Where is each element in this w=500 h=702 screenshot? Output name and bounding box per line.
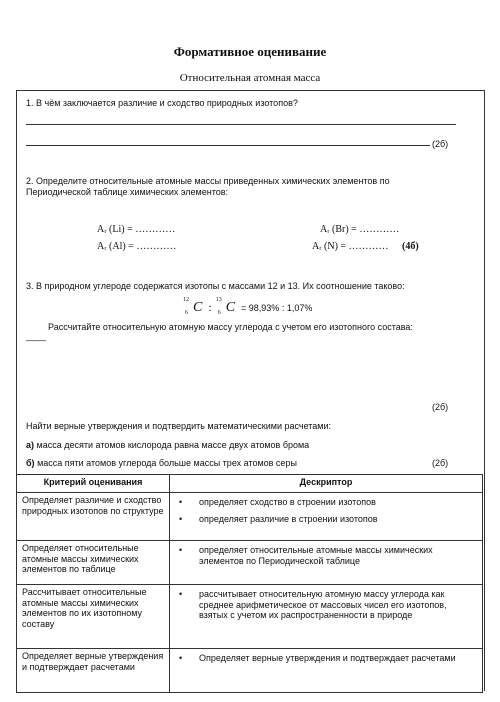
question-2-text-line2: Периодической таблице химических элементов: <box>26 187 228 197</box>
isotope-c12-mass: 12 <box>183 297 189 303</box>
table-row <box>17 493 483 541</box>
isotope-c13-symbol: C <box>225 300 236 315</box>
question-2-item-n: Aᵣ (N) = ………… <box>312 241 389 252</box>
page-title: Формативное оценивание <box>173 44 327 59</box>
descriptor-cell <box>170 649 483 693</box>
question-4-a-label: а) <box>26 440 35 450</box>
question-2-item-br: Aᵣ (Br) = ………… <box>320 224 400 235</box>
isotope-c13-number: 6 <box>217 310 221 316</box>
question-1-points: (2б) <box>432 139 449 149</box>
question-4-a-text: масса десяти атомов кислорода равна массе двух атомов брома <box>36 440 310 450</box>
table-row <box>17 585 483 649</box>
answer-line-1[interactable] <box>26 124 456 125</box>
isotope-c13-mass: 13 <box>215 297 222 303</box>
page-subtitle: Относительная атомная масса <box>179 72 321 84</box>
question-3-task: Рассчитайте относительную атомную массу углерода с учетом его изотопного состава: <box>48 322 413 332</box>
isotope-ratio-formula <box>183 298 312 316</box>
answer-line-2[interactable] <box>26 145 430 146</box>
question-2-item-li: Aᵣ (Li) = ………… <box>97 224 176 235</box>
criteria-header-descriptor: Дескриптор <box>170 475 483 493</box>
question-4-intro: Найти верные утверждения и подтвердить математическими расчетами: <box>26 421 332 431</box>
descriptor-item: • рассчитывает относительную атомную массу углерода как среднее арифметическое от массовых чисел его изотопов, взятых с учетом их распространенности в природе <box>179 589 447 620</box>
bullet-icon: • <box>179 589 183 599</box>
question-2-points: (4б) <box>402 241 419 252</box>
isotope-c13 <box>215 297 236 316</box>
descriptor-cell <box>170 541 483 585</box>
criterion-cell: Определяет относительные атомные массы химических элементов по таблице <box>17 541 170 585</box>
isotope-c12-symbol: C <box>193 300 203 315</box>
criterion-cell: Рассчитывает относительные атомные массы химических элементов по их изотопному составу <box>17 585 170 649</box>
criteria-header-criterion: Критерий оценивания <box>17 475 170 493</box>
criteria-table <box>16 474 483 693</box>
isotope-c12 <box>183 297 203 316</box>
descriptor-cell <box>170 493 483 541</box>
question-4-b-label: б) <box>26 458 35 468</box>
isotope-ratio-value: = 98,93% : 1,07% <box>241 303 313 313</box>
question-4-b-text: масса пяти атомов углерода больше массы трех атомов серы <box>37 458 297 468</box>
bullet-icon: • <box>179 513 183 524</box>
question-4-points: (2б) <box>432 458 449 468</box>
table-row <box>17 541 483 585</box>
bullet-icon: • <box>179 497 183 507</box>
question-1-text: 1. В чём заключается различие и сходство природных изотопов? <box>26 98 298 108</box>
question-4-b <box>26 458 297 469</box>
criterion-cell: Определяет различие и сходство природных изотопов по структуре <box>17 493 170 541</box>
question-2-text-line1: 2. Определите относительные атомные массы приведенных химических элементов по <box>26 176 390 186</box>
question-2-item-al: Aᵣ (Al) = ………… <box>97 241 177 252</box>
question-4-a <box>26 440 309 451</box>
descriptor-cell <box>170 585 483 649</box>
criterion-cell: Определяет верные утверждения и подтверждает расчетами <box>17 649 170 693</box>
isotope-separator: : <box>208 300 212 314</box>
isotope-c12-number: 6 <box>185 310 188 316</box>
question-3-text: 3. В природном углероде содержатся изотопы с массами 12 и 13. Их соотношение таково: <box>26 281 405 291</box>
descriptor-item: • определяет различие в строении изотопов <box>179 513 378 524</box>
descriptor-item: • определяет относительные атомные массы химических элементов по Периодической таблице <box>179 545 433 566</box>
table-row <box>17 649 483 693</box>
descriptor-item: • определяет сходство в строении изотопов <box>179 497 376 507</box>
bullet-icon: • <box>179 653 183 663</box>
descriptor-item: • Определяет верные утверждения и подтверждает расчетами <box>179 653 456 663</box>
criteria-header-row <box>17 475 483 493</box>
question-3-points: (2б) <box>432 402 449 412</box>
question-3-blank[interactable]: ____ <box>26 331 47 341</box>
bullet-icon: • <box>179 545 183 555</box>
